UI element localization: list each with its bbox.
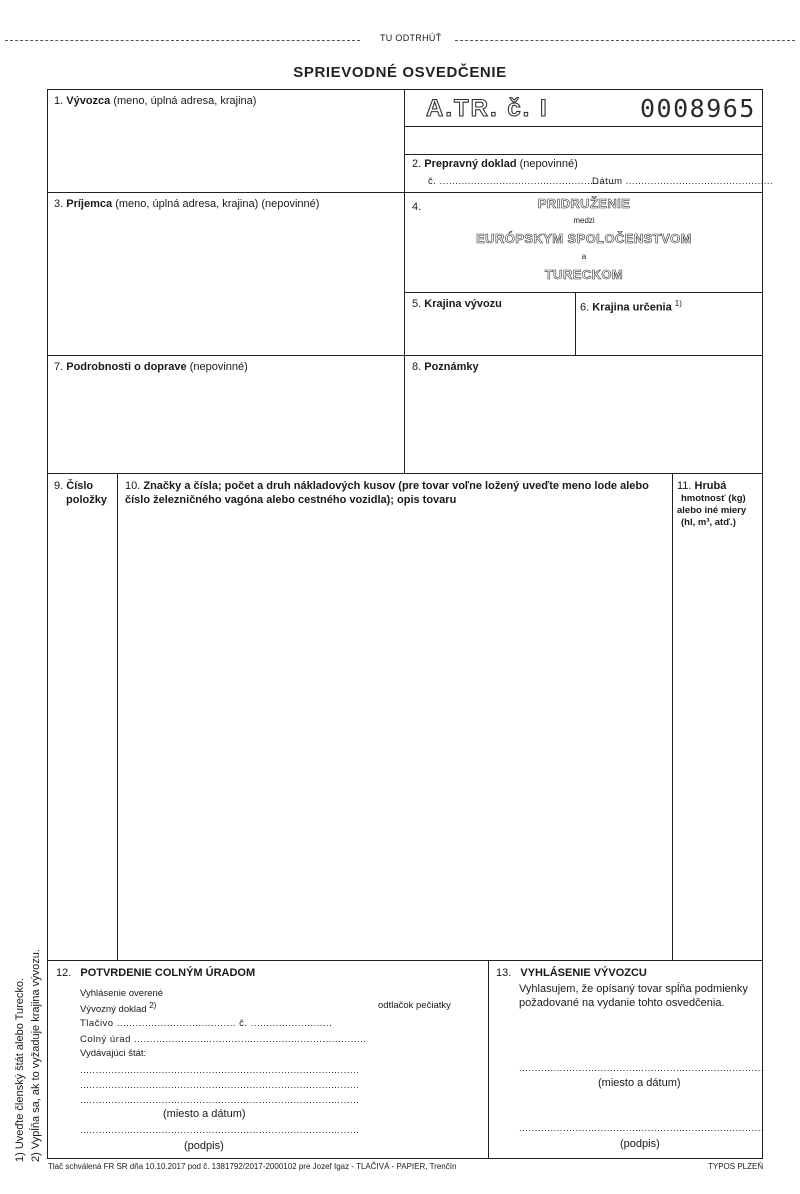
box11-gross-weight [677, 479, 726, 493]
box4-line1: PRIDRUŽENIE [537, 196, 631, 211]
box8-label: Poznámky [424, 361, 479, 373]
box7-hint: (nepovinné) [189, 361, 248, 373]
box1-hint: (meno, úplná adresa, krajina) [113, 95, 257, 107]
box9-label-line1: Číslo [66, 480, 94, 492]
divider-h-row4 [47, 473, 763, 474]
box13-text2: požadované na vydanie tohto osvedčenia. [519, 997, 725, 1009]
divider-h-box5-6 [404, 292, 763, 293]
box11-line2: hmotnosť (kg) [681, 493, 746, 504]
document-title: SPRIEVODNÉ OSVEDČENIE [293, 64, 507, 81]
box12-dots2: ......................................................................................... [80, 1080, 360, 1091]
box12-export-doc-note: 2) [149, 1001, 157, 1010]
box13-signature: (podpis) [620, 1138, 660, 1150]
box11-number: 11. [677, 480, 692, 492]
tear-off-line-right [455, 40, 795, 41]
divider-h-atr [404, 126, 763, 127]
box12-stamp: odtlačok pečiatky [378, 1000, 451, 1011]
box13-exporter-declaration [496, 966, 647, 980]
box5-label: Krajina vývozu [424, 298, 502, 310]
box12-customs-line: Colný úrad .......................................................................... [80, 1034, 367, 1045]
box4-line4: a [581, 252, 587, 261]
box13-dots1: .............................................................................. [519, 1063, 764, 1074]
box12-dots4: ......................................................................................... [80, 1125, 360, 1136]
box11-line1: Hrubá [694, 480, 727, 492]
box7-transport-details [54, 360, 248, 374]
box6-number: 6. [580, 301, 590, 314]
box3-hint: (meno, úplná adresa, krajina) (nepovinné) [115, 198, 320, 210]
box6-destination-country [580, 297, 682, 315]
box1-label: Vývozca [66, 95, 111, 107]
box3-label: Príjemca [66, 198, 113, 210]
box4-number: 4. [412, 201, 422, 213]
divider-h-row5 [47, 960, 763, 961]
box4-line2: medzi [573, 216, 595, 225]
box2-number: 2. [412, 158, 422, 170]
divider-v-box9 [117, 473, 118, 960]
box4-association [405, 196, 763, 284]
box12-export-doc-label: Vývozný doklad [80, 1004, 147, 1016]
side-note-1: 1) Uveďte členský štát alebo Turecko. [14, 977, 26, 1162]
box12-dots1: ......................................................................................... [80, 1065, 360, 1076]
box10-line2: číslo železničného vagóna alebo cestného vozidla); opis tovaru [125, 494, 457, 506]
box2-hint: (nepovinné) [519, 158, 578, 170]
divider-v-box5-6 [575, 292, 576, 355]
divider-h-row3 [47, 355, 763, 356]
side-note-2: 2) Vypĺňa sa, ak to vyžaduje krajina vývozu. [30, 949, 42, 1162]
divider-v-box12-13 [488, 960, 489, 1159]
box13-number: 13. [496, 967, 512, 979]
box9-number: 9. [54, 480, 64, 492]
box2-label: Prepravný doklad [424, 158, 517, 170]
box12-title: POTVRDENIE COLNÝM ÚRADOM [80, 967, 256, 979]
box13-place-date: (miesto a dátum) [598, 1077, 681, 1089]
box12-place-date: (miesto a dátum) [163, 1108, 246, 1120]
tear-off-label: TU ODTRHÚŤ [380, 33, 442, 43]
box10-line1: Značky a čísla; počet a druh nákladových kusov (pre tovar voľne ložený uveďte meno lode alebo [143, 480, 649, 492]
divider-v-box11 [672, 473, 673, 960]
box7-number: 7. [54, 361, 64, 373]
box13-dots2: .............................................................................. [519, 1123, 764, 1134]
box13-title: VYHLÁSENIE VÝVOZCU [520, 967, 647, 979]
box2-transport-doc [412, 157, 578, 171]
tear-off-line-left [5, 40, 360, 41]
box5-number: 5. [412, 298, 422, 310]
atr-heading: A.TR. č. I [426, 95, 549, 122]
box3-number: 3. [54, 198, 64, 210]
box9-label-line2: položky [66, 494, 107, 506]
box2-date-line: Dátum ............................................... [592, 176, 774, 187]
box12-verified: Vyhlásenie overené [80, 988, 164, 999]
serial-number: 0008965 [640, 94, 756, 123]
box6-label: Krajina určenia [592, 301, 672, 314]
footer-brand: TYPOS PLZEŇ [708, 1162, 764, 1171]
box7-label: Podrobnosti o doprave [66, 361, 187, 373]
divider-h-box2 [404, 154, 763, 155]
box6-footnote: 1) [674, 299, 682, 308]
box12-signature: (podpis) [184, 1140, 224, 1152]
box4-line5: TURECKOM [544, 267, 624, 282]
box12-dots3: ......................................................................................... [80, 1095, 360, 1106]
box8-number: 8. [412, 361, 422, 373]
box11-line3: alebo iné miery [677, 505, 747, 516]
box4-line3: EURÓPSKYM SPOLOČENSTVOM [476, 231, 692, 246]
box12-number: 12. [56, 967, 72, 979]
box13-text1: Vyhlasujem, že opísaný tovar spĺňa podmienky [519, 983, 748, 995]
box10-goods-description [125, 479, 649, 493]
box12-issuing-state: Vydávajúci štát: [80, 1048, 147, 1059]
box12-export-doc [80, 1000, 156, 1016]
box5-export-country [412, 297, 502, 311]
box2-number-line: č. ........................................................ [428, 176, 616, 187]
box8-remarks [412, 360, 479, 374]
box10-number: 10. [125, 480, 141, 492]
box12-form-line: Tlačivo ...................................... č. .......................... [80, 1018, 333, 1029]
box3-consignee [54, 197, 319, 211]
divider-h-row2 [47, 192, 763, 193]
footer-approval: Tlač schválená FR SR dňa 10.10.2017 pod č. 1381792/2017-2000102 pre Jozef Igaz - TLAČIVÁ - PAPIER, Trenčín [48, 1162, 457, 1171]
box1-number: 1. [54, 95, 64, 107]
box11-line4: (hl, m³, atď.) [681, 517, 736, 528]
box12-customs-endorsement [56, 966, 255, 980]
box9-item-number [54, 479, 93, 493]
box1-exporter [54, 94, 256, 108]
